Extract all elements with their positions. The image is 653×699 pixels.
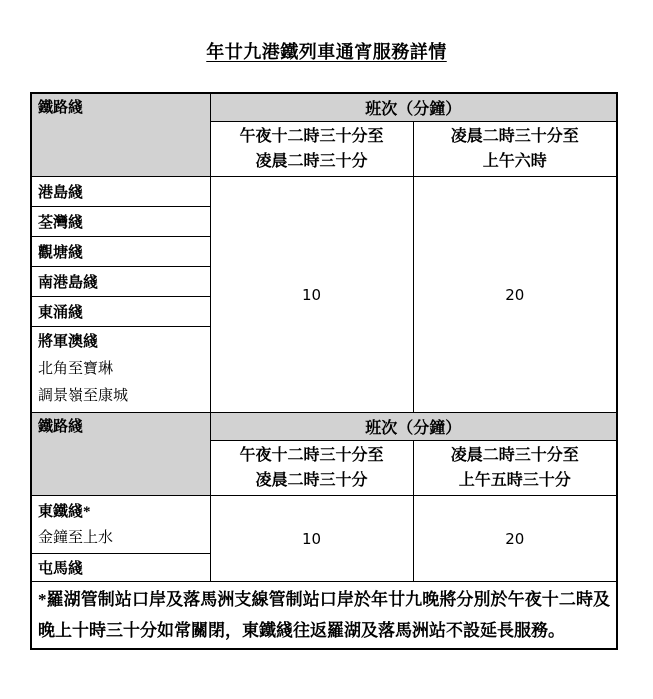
section2-railway-line-header: 鐵路綫 (31, 413, 210, 496)
line-branch: 金鐘至上水 (38, 529, 114, 546)
period-text-line: 午夜十二時三十分至 (239, 447, 384, 464)
page-title: 年廿九港鐵列車通宵服務詳情 (206, 42, 447, 62)
section1-period2-header (413, 122, 617, 177)
row-kwun-tong-line: 觀塘綫 (31, 237, 210, 267)
section1-header-row (31, 93, 617, 122)
period-text-line: 凌晨二時三十分 (255, 153, 368, 170)
footnote-row (31, 582, 617, 650)
section2-frequency-value-period1: 10 (210, 496, 413, 582)
row-tseung-kwan-o-line (31, 327, 210, 413)
row-east-rail-line (31, 496, 210, 554)
row-tsuen-wan-line: 荃灣綫 (31, 207, 210, 237)
line-branch: 北角至寶琳 (38, 361, 114, 377)
table-row (31, 177, 617, 207)
section2-frequency-header: 班次（分鐘） (210, 413, 617, 441)
section1-frequency-value-period2: 20 (413, 177, 617, 413)
section1-railway-line-header: 鐵路綫 (31, 93, 210, 177)
footnote: *羅湖管制站口岸及落馬洲支線管制站口岸於年廿九晚將分別於午夜十二時及晚上十時三十分如常關閉，東鐵綫往返羅湖及落馬洲站不設延長服務。 (31, 582, 617, 650)
section2-frequency-value-period2: 20 (413, 496, 617, 582)
line-name: 東鐵綫* (38, 503, 91, 520)
section1-frequency-header: 班次（分鐘） (210, 93, 617, 122)
row-island-line: 港島綫 (31, 177, 210, 207)
period-text-line: 上午六時 (482, 153, 547, 170)
line-branch: 調景嶺至康城 (38, 388, 129, 404)
period-text-line: 上午五時三十分 (458, 472, 571, 489)
row-south-island-line: 南港島綫 (31, 267, 210, 297)
section1-frequency-value-period1: 10 (210, 177, 413, 413)
period-text-line: 凌晨二時三十分 (255, 472, 368, 489)
table-row (31, 496, 617, 554)
period-text-line: 午夜十二時三十分至 (239, 128, 384, 145)
row-tuen-ma-line: 屯馬綫 (31, 554, 210, 582)
line-name: 將軍澳綫 (38, 334, 99, 350)
period-text-line: 凌晨二時三十分至 (450, 447, 579, 464)
section2-period1-header (210, 441, 413, 496)
period-text-line: 凌晨二時三十分至 (450, 128, 579, 145)
overnight-service-table (30, 92, 618, 650)
section2-period2-header (413, 441, 617, 496)
section1-period1-header (210, 122, 413, 177)
row-tung-chung-line: 東涌綫 (31, 297, 210, 327)
section2-header-row (31, 413, 617, 441)
